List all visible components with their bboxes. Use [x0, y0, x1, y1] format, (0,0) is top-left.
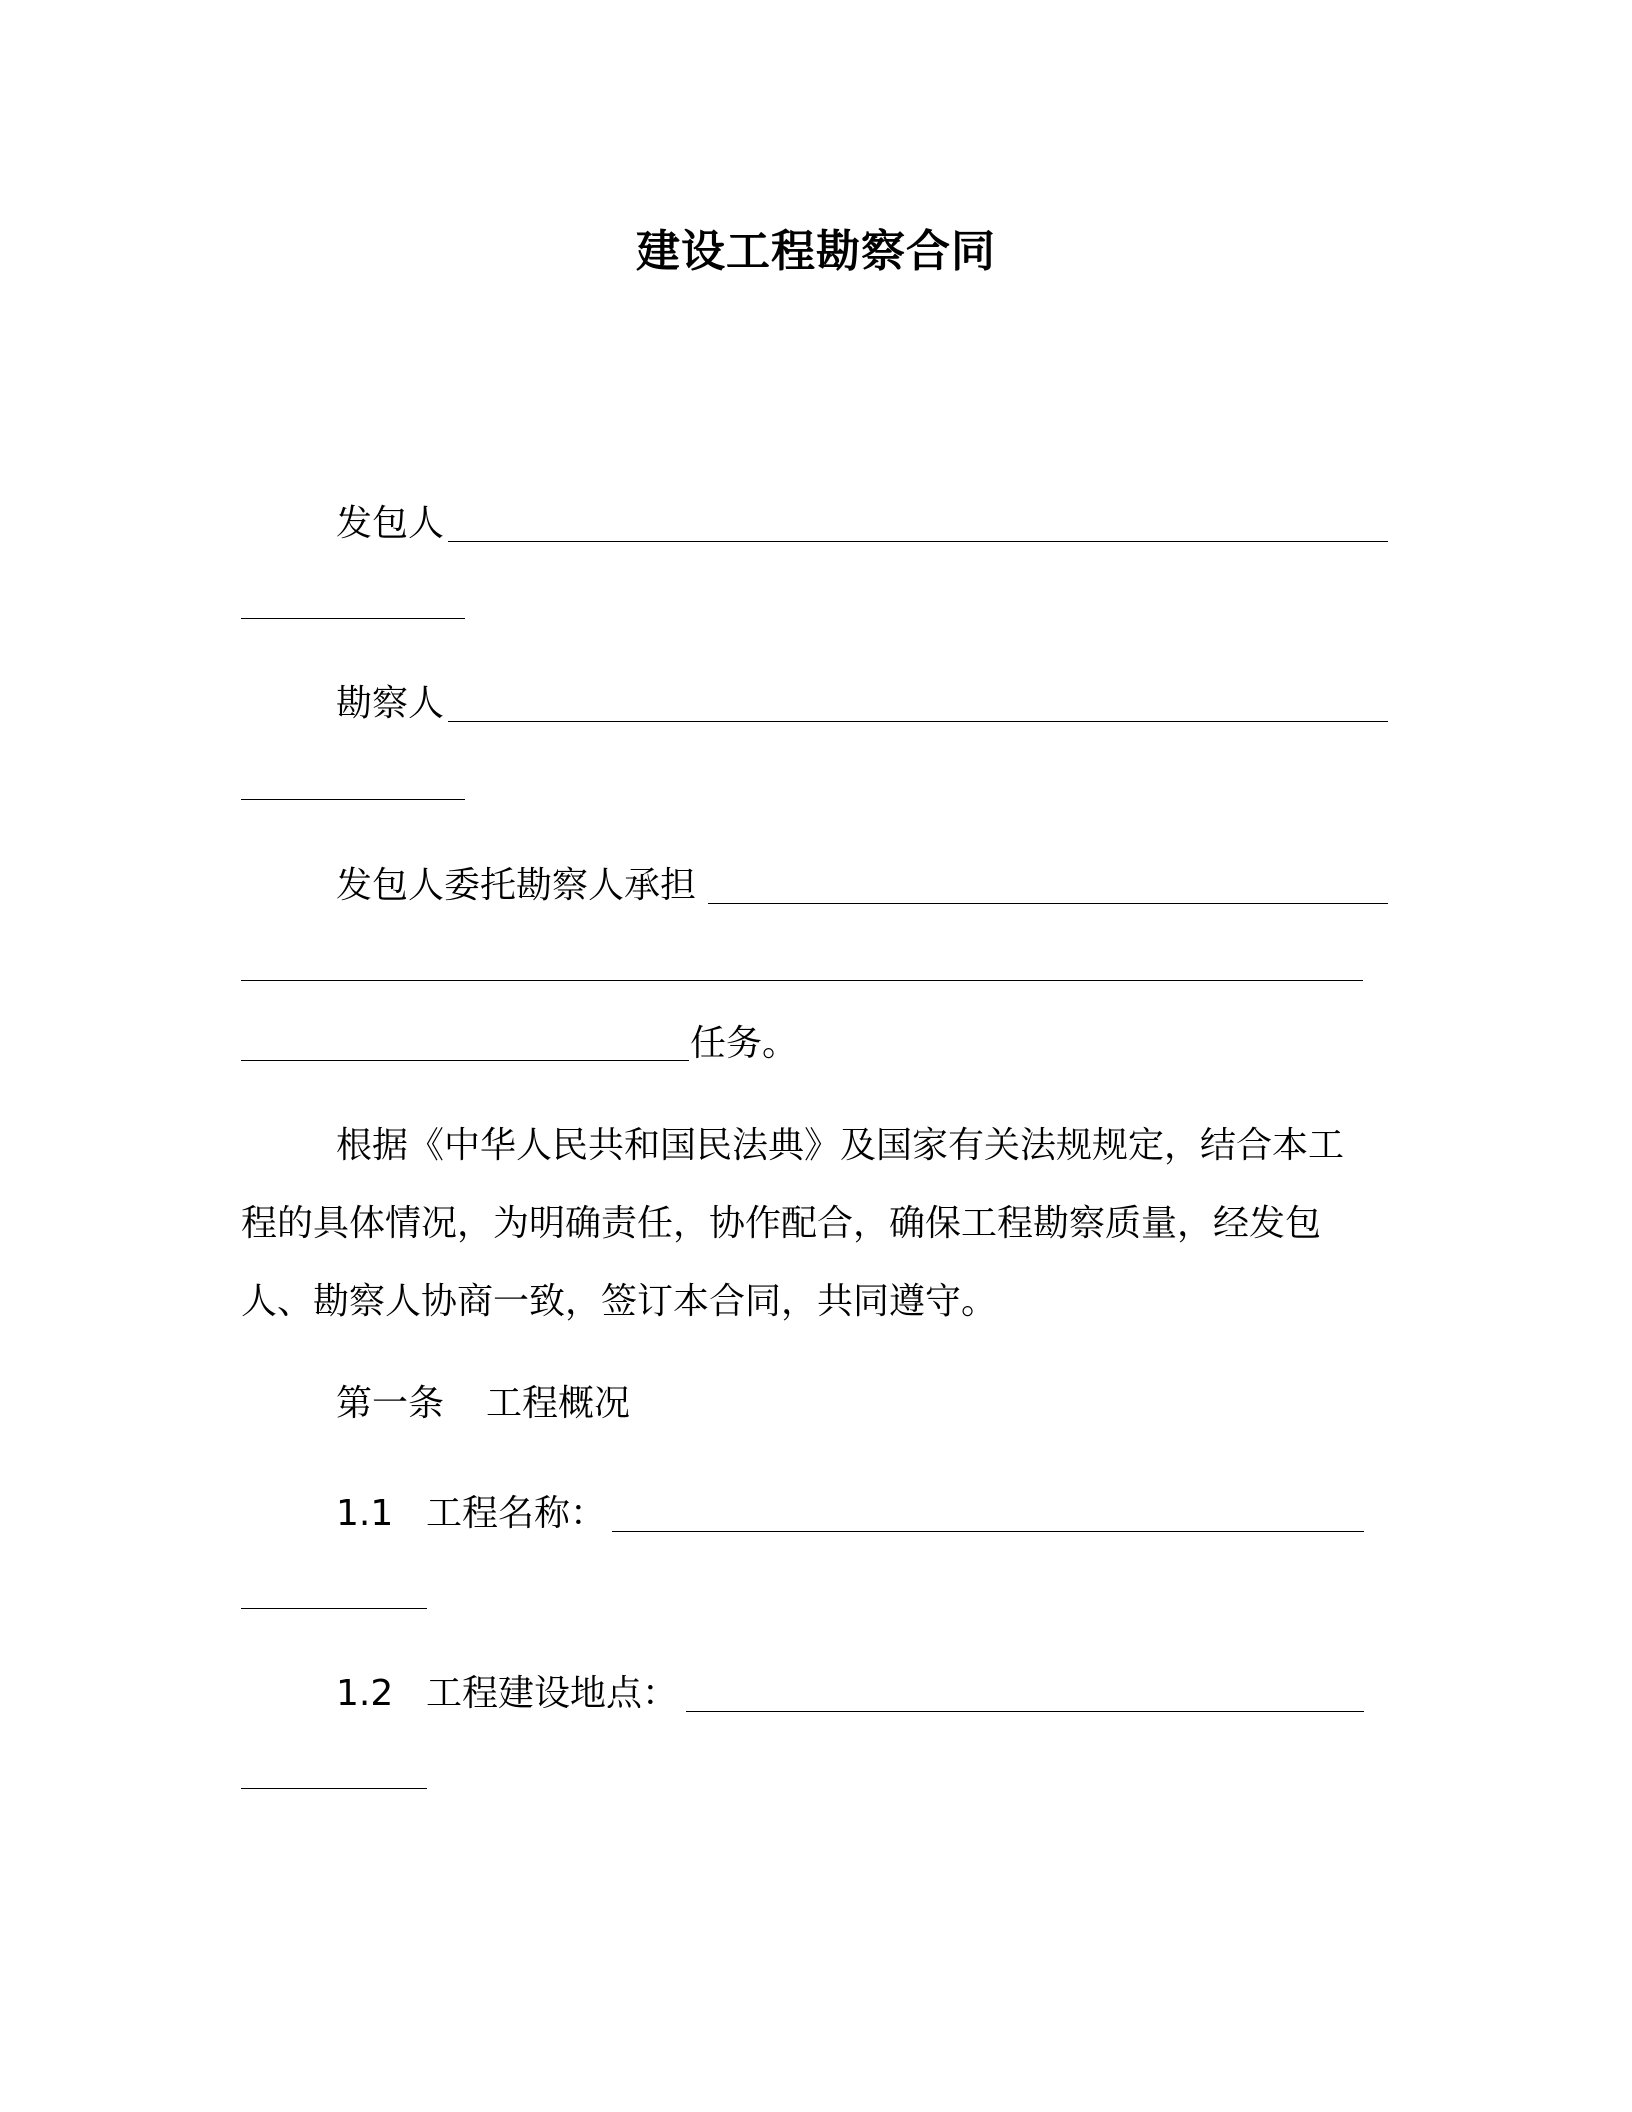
project-location-blank-line-2[interactable] [241, 1788, 427, 1789]
surveyor-blank-line-2[interactable] [241, 799, 465, 800]
employer-label: 发包人 [336, 503, 445, 544]
entrust-tail-text: 任务。 [690, 1023, 799, 1064]
item-1-2-number: 1.2 [336, 1673, 394, 1714]
item-1-1-label: 工程名称： [426, 1493, 607, 1534]
project-name-blank-line-2[interactable] [241, 1608, 427, 1609]
employer-blank-line-1[interactable] [448, 541, 1388, 542]
preamble-line-3: 人、勘察人协商一致，签订本合同，共同遵守。 [241, 1281, 998, 1322]
article1-heading-title: 工程概况 [486, 1383, 631, 1424]
entrust-blank-line-3[interactable] [241, 1060, 689, 1061]
entrust-blank-line-2[interactable] [241, 980, 1363, 981]
project-name-blank-line-1[interactable] [612, 1531, 1364, 1532]
preamble-line-2: 程的具体情况，为明确责任，协作配合，确保工程勘察质量，经发包 [241, 1203, 1322, 1244]
item-1-1-number: 1.1 [336, 1493, 394, 1534]
employer-blank-line-2[interactable] [241, 618, 465, 619]
entrust-blank-line-1[interactable] [708, 903, 1388, 904]
project-location-blank-line-1[interactable] [686, 1711, 1364, 1712]
page-title: 建设工程勘察合同 [636, 226, 996, 277]
preamble-line-1: 根据《中华人民共和国民法典》及国家有关法规规定，结合本工 [336, 1125, 1345, 1166]
item-1-2-label: 工程建设地点： [426, 1673, 679, 1714]
article1-heading-number: 第一条 [336, 1383, 445, 1424]
surveyor-label: 勘察人 [336, 683, 445, 724]
surveyor-blank-line-1[interactable] [448, 721, 1388, 722]
entrust-lead-text: 发包人委托勘察人承担 [336, 865, 697, 906]
